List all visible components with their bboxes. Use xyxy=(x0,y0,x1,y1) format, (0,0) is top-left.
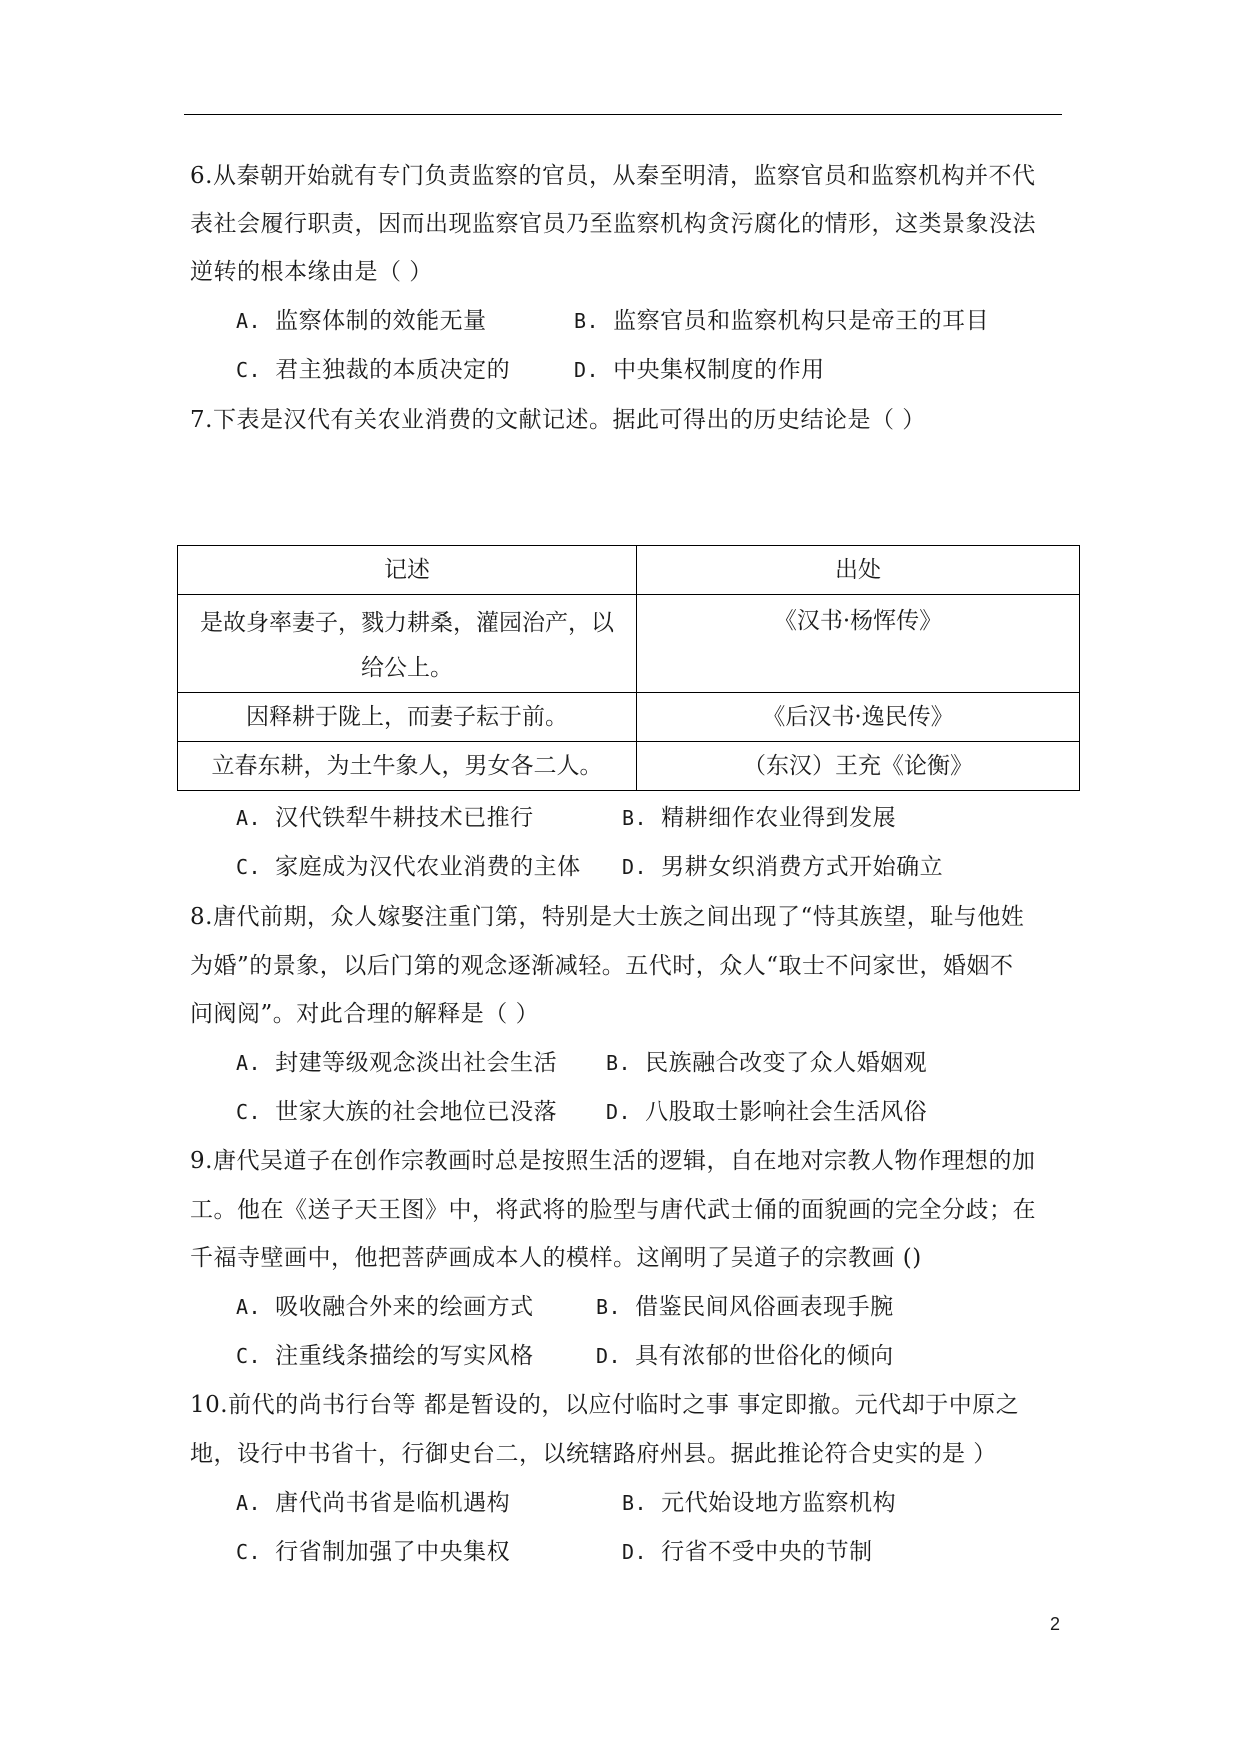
option-letter: B. xyxy=(606,1051,632,1075)
table-cell-source: 《汉书·杨恽传》 xyxy=(637,595,1080,693)
option-d xyxy=(574,356,825,384)
option-b xyxy=(574,307,989,335)
question-text-line: 6.从秦朝开始就有专门负责监察的官员，从秦至明清，监察官员和监察机构并不代 xyxy=(190,163,1036,189)
option-c xyxy=(236,1342,534,1370)
option-d xyxy=(606,1098,927,1126)
option-letter: C. xyxy=(236,1344,262,1368)
option-letter: B. xyxy=(596,1295,622,1319)
question-text-line: 9.唐代吴道子在创作宗教画时总是按照生活的逻辑，自在地对宗教人物作理想的加 xyxy=(190,1148,1036,1174)
option-text: 精耕细作农业得到发展 xyxy=(661,805,897,831)
option-letter: C. xyxy=(236,1540,262,1564)
question-text-line: 问阀阅”。对此合理的解释是（ ） xyxy=(190,1001,540,1027)
question-text-line: 10.前代的尚书行台等 都是暂设的，以应付临时之事 事定即撤。元代却于中原之 xyxy=(190,1392,1020,1418)
option-a xyxy=(236,1489,510,1517)
option-a xyxy=(236,1049,557,1077)
option-text: 监察体制的效能无量 xyxy=(275,308,487,334)
option-letter: D. xyxy=(622,855,648,879)
option-c xyxy=(236,853,581,881)
option-text: 具有浓郁的世俗化的倾向 xyxy=(635,1343,894,1369)
question-text-line: 8.唐代前期，众人嫁娶注重门第，特别是大士族之间出现了“恃其族望，耻与他姓 xyxy=(190,904,1025,930)
option-text: 监察官员和监察机构只是帝王的耳目 xyxy=(613,308,990,334)
option-letter: D. xyxy=(622,1540,648,1564)
question-text-line: 工。他在《送子天王图》中，将武将的脸型与唐代武士俑的面貌画的完全分歧；在 xyxy=(190,1197,1036,1223)
source-table xyxy=(177,545,1080,791)
option-text: 男耕女织消费方式开始确立 xyxy=(661,854,944,880)
table-row xyxy=(178,595,1080,693)
option-letter: A. xyxy=(236,1491,262,1515)
question-text-line: 为婚”的景象，以后门第的观念逐渐减轻。五代时，众人“取士不问家世，婚姻不 xyxy=(190,953,1014,979)
option-d xyxy=(622,1538,873,1566)
question-text-line: 地，设行中书省十，行御史台二，以统辖路府州县。据此推论符合史实的是 ） xyxy=(190,1441,997,1467)
option-b xyxy=(596,1293,894,1321)
option-text: 唐代尚书省是临机遇构 xyxy=(275,1490,511,1516)
option-letter: D. xyxy=(574,358,600,382)
option-letter: C. xyxy=(236,358,262,382)
option-b xyxy=(606,1049,927,1077)
option-text: 汉代铁犁牛耕技术已推行 xyxy=(275,805,534,831)
table-row xyxy=(178,742,1080,791)
option-a xyxy=(236,1293,534,1321)
option-text: 吸收融合外来的绘画方式 xyxy=(275,1294,534,1320)
option-letter: B. xyxy=(622,1491,648,1515)
option-b xyxy=(622,1489,896,1517)
table-cell-text: 立春东耕，为土牛象人，男女各二人。 xyxy=(178,742,637,791)
table-cell-source: 《后汉书·逸民传》 xyxy=(637,693,1080,742)
option-text: 借鉴民间风俗画表现手腕 xyxy=(635,1294,894,1320)
option-text: 民族融合改变了众人婚姻观 xyxy=(645,1050,928,1076)
question-text-line: 7.下表是汉代有关农业消费的文献记述。据此可得出的历史结论是（ ） xyxy=(190,407,926,433)
option-letter: B. xyxy=(622,806,648,830)
option-letter: C. xyxy=(236,855,262,879)
table-header-cell: 记述 xyxy=(178,546,637,595)
option-letter: B. xyxy=(574,309,600,333)
option-letter: C. xyxy=(236,1100,262,1124)
header-rule xyxy=(184,114,1062,115)
option-text: 家庭成为汉代农业消费的主体 xyxy=(275,854,581,880)
option-c xyxy=(236,356,510,384)
option-text: 君主独裁的本质决定的 xyxy=(275,357,511,383)
option-text: 行省制加强了中央集权 xyxy=(275,1539,511,1565)
option-text: 中央集权制度的作用 xyxy=(613,357,825,383)
option-b xyxy=(622,804,896,832)
option-text: 元代始设地方监察机构 xyxy=(661,1490,897,1516)
option-letter: D. xyxy=(606,1100,632,1124)
option-d xyxy=(596,1342,894,1370)
option-letter: D. xyxy=(596,1344,622,1368)
question-text-line: 表社会履行职责，因而出现监察官员乃至监察机构贪污腐化的情形，这类景象没法 xyxy=(190,211,1036,237)
option-text: 封建等级观念淡出社会生活 xyxy=(275,1050,558,1076)
table-row xyxy=(178,693,1080,742)
option-text: 行省不受中央的节制 xyxy=(661,1539,873,1565)
table-cell-source: （东汉）王充《论衡》 xyxy=(637,742,1080,791)
option-letter: A. xyxy=(236,806,262,830)
option-text: 注重线条描绘的写实风格 xyxy=(275,1343,534,1369)
option-a xyxy=(236,307,487,335)
option-letter: A. xyxy=(236,1051,262,1075)
option-c xyxy=(236,1098,557,1126)
question-text-line: 千福寺壁画中，他把菩萨画成本人的模样。这阐明了吴道子的宗教画 () xyxy=(190,1245,922,1271)
option-letter: A. xyxy=(236,1295,262,1319)
option-text: 八股取士影响社会生活风俗 xyxy=(645,1099,928,1125)
cell-line: 是故身率妻子，戮力耕桑，灌园治产，以 xyxy=(200,609,614,636)
page-number: 2 xyxy=(1050,1614,1061,1634)
table-cell-text xyxy=(178,595,637,693)
option-a xyxy=(236,804,534,832)
cell-line: 给公上。 xyxy=(361,654,453,681)
option-letter: A. xyxy=(236,309,262,333)
option-text: 世家大族的社会地位已没落 xyxy=(275,1099,558,1125)
option-d xyxy=(622,853,943,881)
table-header-cell: 出处 xyxy=(637,546,1080,595)
table-cell-text: 因释耕于陇上，而妻子耘于前。 xyxy=(178,693,637,742)
option-c xyxy=(236,1538,510,1566)
table-header-row xyxy=(178,546,1080,595)
question-text-line: 逆转的根本缘由是（ ） xyxy=(190,259,433,285)
